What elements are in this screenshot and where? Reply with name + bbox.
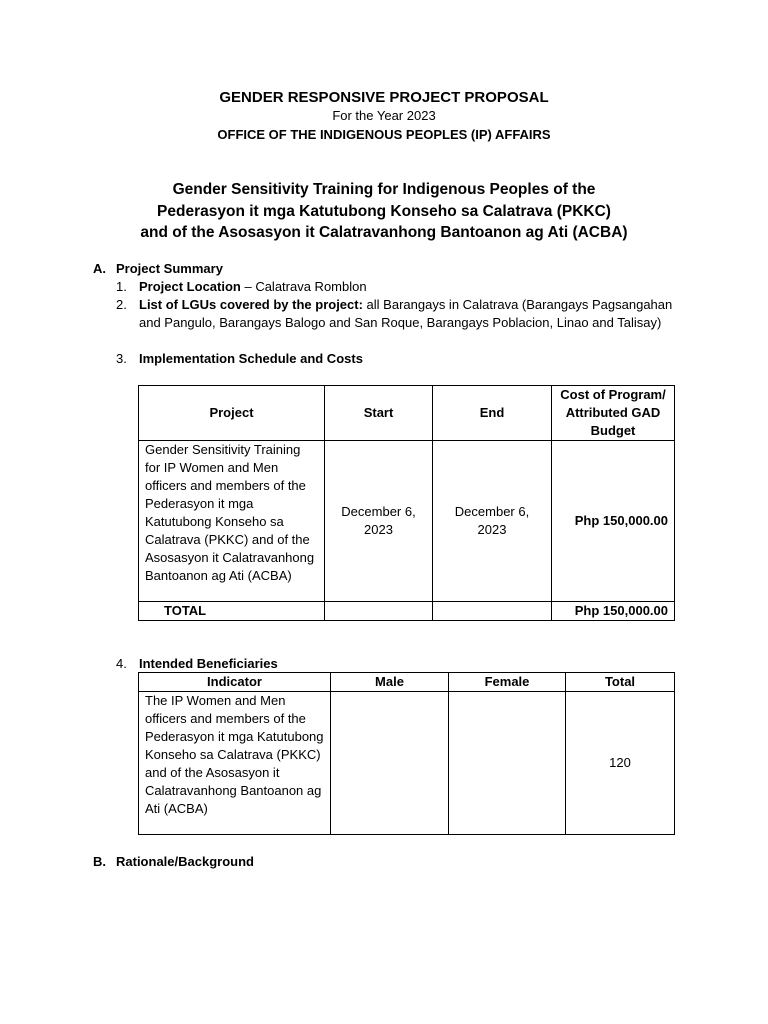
sched-total-start: [325, 602, 433, 621]
document-year: For the Year 2023: [332, 108, 436, 123]
item-2-lgus: [139, 296, 679, 332]
section-b-title: Rationale/Background: [116, 854, 254, 869]
sched-end-cell: December 6, 2023: [433, 441, 552, 602]
item-3-label: Implementation Schedule and Costs: [139, 351, 363, 366]
project-title-line-1: Gender Sensitivity Training for Indigenous Peoples of the: [172, 181, 596, 198]
item-4-label: Intended Beneficiaries: [139, 656, 278, 671]
item-2-number: 2.: [116, 297, 127, 312]
sched-total-end: [433, 602, 552, 621]
benef-header-female: Female: [449, 673, 566, 692]
section-b-letter: B.: [93, 854, 106, 869]
item-3-number: 3.: [116, 351, 127, 366]
item-3-schedule: [139, 350, 679, 368]
item-1-text: – Calatrava Romblon: [240, 279, 367, 294]
table-row: [139, 441, 675, 602]
section-a-letter: A.: [93, 261, 106, 276]
item-1-number: 1.: [116, 279, 127, 294]
beneficiaries-table: [138, 672, 675, 835]
table-row: [139, 692, 675, 835]
benef-female-cell: [449, 692, 566, 835]
benef-header-male: Male: [331, 673, 449, 692]
sched-header-cost: Cost of Program/ Attributed GAD Budget: [552, 386, 675, 441]
schedule-table: [138, 385, 675, 621]
table-row: [139, 602, 675, 621]
item-1-project-location: [139, 278, 679, 296]
benef-male-cell: [331, 692, 449, 835]
document-title: GENDER RESPONSIVE PROJECT PROPOSAL: [219, 89, 549, 106]
section-a-title: Project Summary: [116, 261, 223, 276]
project-title-line-3: and of the Asosasyon it Calatravanhong Bantoanon ag Ati (ACBA): [140, 224, 628, 241]
sched-header-start: Start: [325, 386, 433, 441]
benef-total-cell: 120: [566, 692, 675, 835]
sched-project-cell: Gender Sensitivity Training for IP Women and Men officers and members of the Pederasyon it mga Katutubong Konseho sa Calatrava (PKKC) and of the Asosasyon it Calatravanhong Bantoanon ag Ati (ACBA): [139, 441, 325, 602]
item-1-label: Project Location: [139, 279, 241, 294]
sched-header-project: Project: [139, 386, 325, 441]
item-2-label: List of LGUs covered by the project:: [139, 297, 363, 312]
sched-header-end: End: [433, 386, 552, 441]
sched-cost-cell: Php 150,000.00: [552, 441, 675, 602]
benef-header-indicator: Indicator: [139, 673, 331, 692]
item-4-beneficiaries: [139, 655, 679, 673]
project-title-line-2: Pederasyon it mga Katutubong Konseho sa Calatrava (PKKC): [157, 203, 611, 220]
sched-total-cost: Php 150,000.00: [552, 602, 675, 621]
document-office: OFFICE OF THE INDIGENOUS PEOPLES (IP) AFFAIRS: [217, 127, 551, 142]
benef-indicator-cell: The IP Women and Men officers and members of the Pederasyon it mga Katutubong Konseho sa Calatrava (PKKC) and of the Asosasyon it Calatravanhong Bantoanon ag Ati (ACBA): [139, 692, 331, 835]
sched-total-label: TOTAL: [139, 602, 325, 621]
benef-header-total: Total: [566, 673, 675, 692]
item-2-text: all Barangays in Calatrava (Barangays Pagsangahan and Pangulo, Barangays Balogo and San Roque, Barangays Poblacion, Linao and Talisay): [139, 297, 673, 330]
sched-start-cell: December 6, 2023: [325, 441, 433, 602]
item-4-number: 4.: [116, 656, 127, 671]
